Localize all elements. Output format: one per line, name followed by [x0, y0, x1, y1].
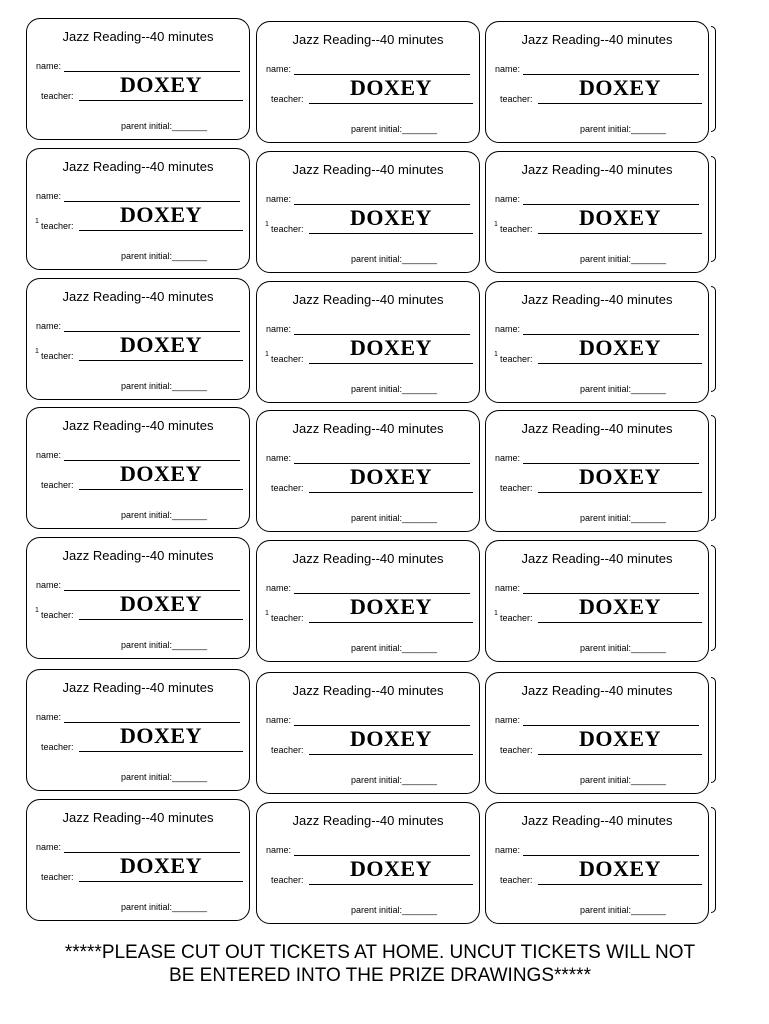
ticket-title: Jazz Reading--40 minutes — [521, 683, 673, 698]
teacher-name: DOXEY — [579, 856, 661, 881]
teacher-name: DOXEY — [120, 461, 202, 486]
row-mark: 1 — [35, 348, 39, 355]
parent-initial-label: parent initial:_______ — [121, 902, 208, 912]
teacher-label: teacher: — [271, 875, 304, 885]
reading-ticket-r6-c3 — [485, 672, 709, 794]
teacher-name: DOXEY — [120, 591, 202, 616]
name-label: name: — [36, 61, 62, 71]
parent-initial-label: parent initial:_______ — [121, 640, 208, 650]
name-label: name: — [495, 324, 521, 334]
teacher-line — [538, 363, 702, 364]
ticket-title: Jazz Reading--40 minutes — [62, 159, 214, 174]
parent-initial-label: parent initial:_______ — [351, 905, 438, 915]
reading-ticket-r1-c1 — [26, 18, 250, 140]
teacher-label: teacher: — [271, 354, 304, 364]
ticket-title: Jazz Reading--40 minutes — [521, 551, 673, 566]
parent-initial-label: parent initial:_______ — [121, 251, 208, 261]
name-label: name: — [495, 583, 521, 593]
reading-ticket-r3-c1 — [26, 278, 250, 400]
row-mark: 1 — [265, 221, 269, 228]
parent-initial-label: parent initial:_______ — [351, 513, 438, 523]
teacher-line — [79, 230, 243, 231]
ticket-title: Jazz Reading--40 minutes — [62, 548, 214, 563]
teacher-name: DOXEY — [579, 726, 661, 751]
parent-initial-label: parent initial:_______ — [351, 643, 438, 653]
teacher-label: teacher: — [271, 613, 304, 623]
edge-tab-6 — [711, 677, 716, 783]
teacher-label: teacher: — [271, 745, 304, 755]
teacher-line — [309, 884, 473, 885]
teacher-name: DOXEY — [350, 75, 432, 100]
parent-initial-label: parent initial:_______ — [121, 772, 208, 782]
ticket-title: Jazz Reading--40 minutes — [62, 680, 214, 695]
teacher-line — [79, 751, 243, 752]
teacher-line — [309, 492, 473, 493]
teacher-label: teacher: — [41, 872, 74, 882]
name-label: name: — [36, 842, 62, 852]
teacher-line — [309, 363, 473, 364]
teacher-label: teacher: — [500, 613, 533, 623]
reading-ticket-r1-c3 — [485, 21, 709, 143]
parent-initial-label: parent initial:_______ — [580, 905, 667, 915]
row-mark: 1 — [265, 351, 269, 358]
reading-ticket-r6-c2 — [256, 672, 480, 794]
teacher-name: DOXEY — [579, 205, 661, 230]
teacher-label: teacher: — [500, 354, 533, 364]
teacher-line — [538, 884, 702, 885]
name-label: name: — [36, 712, 62, 722]
ticket-title: Jazz Reading--40 minutes — [521, 32, 673, 47]
parent-initial-label: parent initial:_______ — [121, 381, 208, 391]
teacher-line — [79, 100, 243, 101]
reading-ticket-r3-c2 — [256, 281, 480, 403]
ticket-title: Jazz Reading--40 minutes — [521, 162, 673, 177]
teacher-label: teacher: — [41, 91, 74, 101]
teacher-label: teacher: — [500, 875, 533, 885]
teacher-label: teacher: — [271, 224, 304, 234]
teacher-name: DOXEY — [120, 72, 202, 97]
teacher-line — [309, 622, 473, 623]
ticket-title: Jazz Reading--40 minutes — [292, 292, 444, 307]
teacher-line — [79, 619, 243, 620]
teacher-name: DOXEY — [579, 594, 661, 619]
parent-initial-label: parent initial:_______ — [580, 513, 667, 523]
reading-ticket-r6-c1 — [26, 669, 250, 791]
name-label: name: — [266, 583, 292, 593]
teacher-name: DOXEY — [350, 335, 432, 360]
teacher-label: teacher: — [500, 483, 533, 493]
name-label: name: — [266, 324, 292, 334]
row-mark: 1 — [35, 218, 39, 225]
teacher-label: teacher: — [41, 610, 74, 620]
edge-tab-2 — [711, 156, 716, 262]
name-label: name: — [36, 450, 62, 460]
teacher-label: teacher: — [271, 483, 304, 493]
name-label: name: — [495, 64, 521, 74]
teacher-name: DOXEY — [350, 594, 432, 619]
teacher-name: DOXEY — [120, 853, 202, 878]
ticket-title: Jazz Reading--40 minutes — [62, 29, 214, 44]
teacher-label: teacher: — [41, 480, 74, 490]
reading-ticket-r7-c1 — [26, 799, 250, 921]
teacher-label: teacher: — [500, 94, 533, 104]
edge-tab-3 — [711, 286, 716, 392]
row-mark: 1 — [35, 607, 39, 614]
teacher-name: DOXEY — [120, 332, 202, 357]
edge-tab-5 — [711, 545, 716, 651]
teacher-name: DOXEY — [350, 464, 432, 489]
edge-tab-4 — [711, 415, 716, 521]
teacher-name: DOXEY — [579, 335, 661, 360]
name-label: name: — [36, 580, 62, 590]
parent-initial-label: parent initial:_______ — [580, 384, 667, 394]
teacher-line — [309, 754, 473, 755]
parent-initial-label: parent initial:_______ — [351, 775, 438, 785]
ticket-title: Jazz Reading--40 minutes — [292, 421, 444, 436]
edge-tab-7 — [711, 807, 716, 913]
teacher-label: teacher: — [500, 745, 533, 755]
teacher-line — [309, 233, 473, 234]
edge-tab-1 — [711, 26, 716, 132]
row-mark: 1 — [494, 351, 498, 358]
parent-initial-label: parent initial:_______ — [580, 643, 667, 653]
name-label: name: — [36, 191, 62, 201]
teacher-label: teacher: — [500, 224, 533, 234]
ticket-title: Jazz Reading--40 minutes — [62, 289, 214, 304]
reading-ticket-r5-c1 — [26, 537, 250, 659]
teacher-label: teacher: — [41, 742, 74, 752]
ticket-title: Jazz Reading--40 minutes — [521, 292, 673, 307]
teacher-line — [538, 492, 702, 493]
reading-ticket-r2-c1 — [26, 148, 250, 270]
teacher-label: teacher: — [41, 351, 74, 361]
ticket-title: Jazz Reading--40 minutes — [292, 813, 444, 828]
parent-initial-label: parent initial:_______ — [121, 510, 208, 520]
ticket-title: Jazz Reading--40 minutes — [521, 813, 673, 828]
reading-ticket-r1-c2 — [256, 21, 480, 143]
ticket-title: Jazz Reading--40 minutes — [62, 810, 214, 825]
teacher-name: DOXEY — [350, 726, 432, 751]
teacher-line — [538, 754, 702, 755]
teacher-name: DOXEY — [579, 464, 661, 489]
parent-initial-label: parent initial:_______ — [351, 254, 438, 264]
teacher-label: teacher: — [41, 221, 74, 231]
reading-ticket-r4-c1 — [26, 407, 250, 529]
reading-ticket-r2-c2 — [256, 151, 480, 273]
name-label: name: — [495, 715, 521, 725]
name-label: name: — [266, 64, 292, 74]
teacher-line — [79, 881, 243, 882]
name-label: name: — [495, 453, 521, 463]
reading-ticket-r3-c3 — [485, 281, 709, 403]
reading-ticket-r2-c3 — [485, 151, 709, 273]
reading-ticket-r7-c2 — [256, 802, 480, 924]
teacher-label: teacher: — [271, 94, 304, 104]
parent-initial-label: parent initial:_______ — [580, 254, 667, 264]
name-label: name: — [266, 194, 292, 204]
parent-initial-label: parent initial:_______ — [121, 121, 208, 131]
teacher-name: DOXEY — [350, 856, 432, 881]
row-mark: 1 — [265, 610, 269, 617]
name-label: name: — [266, 845, 292, 855]
reading-ticket-r4-c3 — [485, 410, 709, 532]
name-label: name: — [495, 845, 521, 855]
reading-ticket-r5-c2 — [256, 540, 480, 662]
ticket-title: Jazz Reading--40 minutes — [521, 421, 673, 436]
parent-initial-label: parent initial:_______ — [351, 124, 438, 134]
reading-ticket-r4-c2 — [256, 410, 480, 532]
row-mark: 1 — [494, 221, 498, 228]
name-label: name: — [36, 321, 62, 331]
teacher-line — [538, 233, 702, 234]
name-label: name: — [495, 194, 521, 204]
teacher-line — [538, 622, 702, 623]
teacher-line — [79, 360, 243, 361]
name-label: name: — [266, 715, 292, 725]
reading-ticket-r7-c3 — [485, 802, 709, 924]
teacher-line — [79, 489, 243, 490]
parent-initial-label: parent initial:_______ — [351, 384, 438, 394]
teacher-line — [538, 103, 702, 104]
ticket-title: Jazz Reading--40 minutes — [292, 551, 444, 566]
teacher-name: DOXEY — [120, 202, 202, 227]
ticket-title: Jazz Reading--40 minutes — [292, 32, 444, 47]
ticket-title: Jazz Reading--40 minutes — [292, 162, 444, 177]
name-label: name: — [266, 453, 292, 463]
parent-initial-label: parent initial:_______ — [580, 775, 667, 785]
teacher-line — [309, 103, 473, 104]
teacher-name: DOXEY — [120, 723, 202, 748]
teacher-name: DOXEY — [350, 205, 432, 230]
row-mark: 1 — [494, 610, 498, 617]
parent-initial-label: parent initial:_______ — [580, 124, 667, 134]
reading-ticket-r5-c3 — [485, 540, 709, 662]
footer-notice: *****PLEASE CUT OUT TICKETS AT HOME. UNCUT TICKETS WILL NOT BE ENTERED INTO THE PRIZE DRAWINGS***** — [64, 942, 696, 986]
teacher-name: DOXEY — [579, 75, 661, 100]
ticket-title: Jazz Reading--40 minutes — [62, 418, 214, 433]
ticket-title: Jazz Reading--40 minutes — [292, 683, 444, 698]
